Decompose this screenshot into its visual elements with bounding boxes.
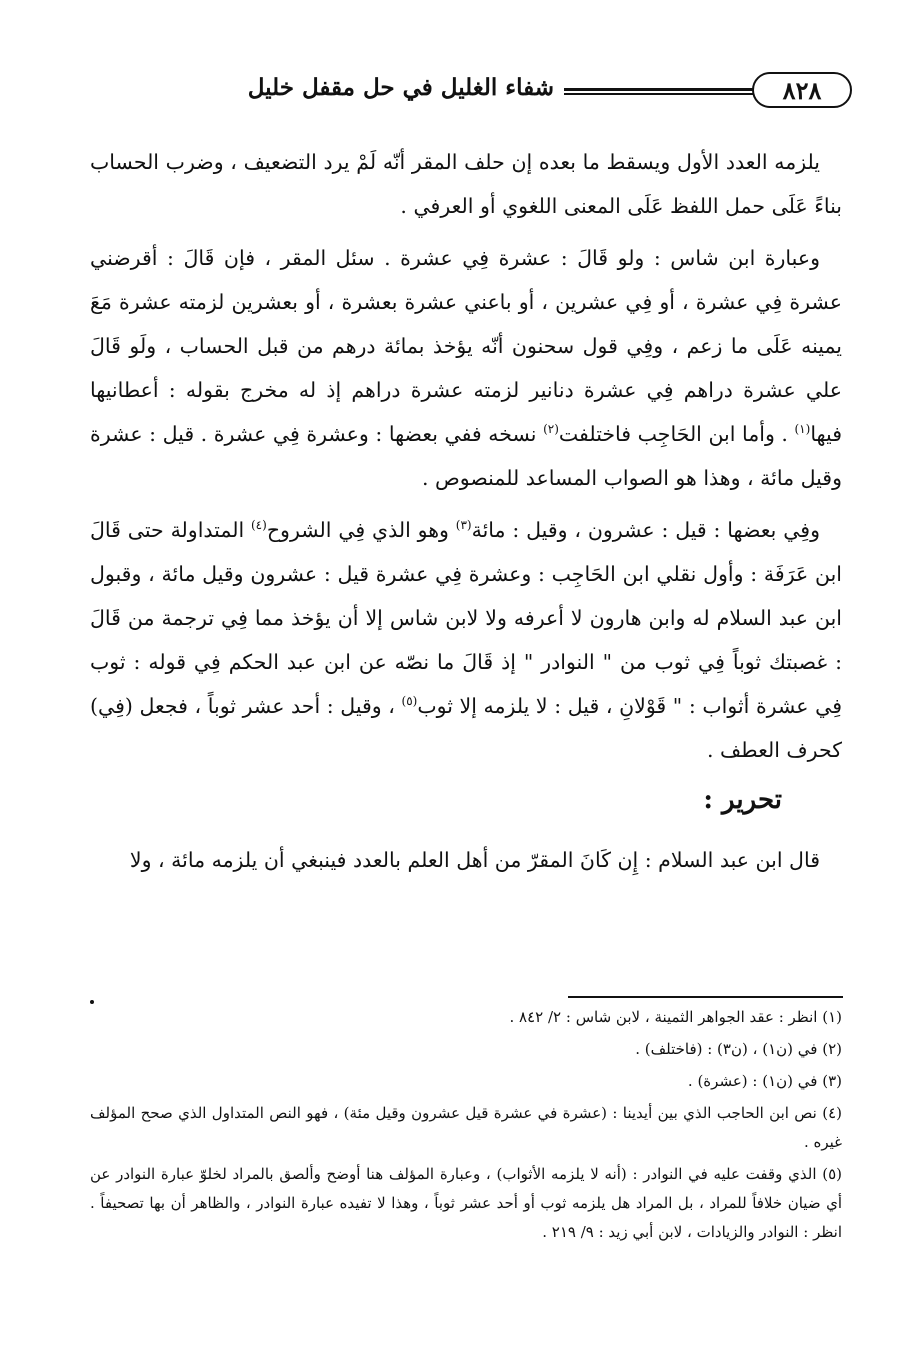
paragraph-3-part-c: المتداولة حتى قَالَ ابن عَرَفَة : وأول نقلي ابن الحَاجِب : وعشرة فِي عشرة قيل : عشرون وقيل مائة ، وقبول ابن عبد السلام له وابن هارون لا أعرفه ولا لابن شاس إلا أن يؤخذ مما فِي ترجمة من قَالَ : غصبتك ثوباً فِي ثوب من " النوادر " إذ قَالَ ما نصّه عن ابن عبد الحكم فِي قوله : ثوب فِي عشرة أثواب : " قَوْلانِ ، قيل : لا يلزمه إلا ثوب <box>90 518 843 718</box>
paragraph-2-part-c: نسخه ففي بعضها : وعشرة فِي عشرة . قيل : عشرة وقيل مائة ، وهذا هو الصواب المساعد للمنصوص . <box>90 422 842 490</box>
page-number: ٨٢٨ <box>782 75 822 105</box>
book-title: شفاء الغليل في حل مقفل خليل <box>247 74 554 101</box>
footnote-ref-2: (٢) <box>543 422 559 437</box>
footnote-ref-5: (٥) <box>401 694 418 709</box>
footnote-1: (١) انظر : عقد الجواهر الثمينة ، لابن شاس : ٢/ ٨٤٢ . <box>509 1008 842 1026</box>
paragraph-2 <box>90 236 842 500</box>
main-text <box>90 140 842 890</box>
footnote-3: (٣) في (ن١) : (عشرة) . <box>687 1072 842 1090</box>
paragraph-2-part-a: وعبارة ابن شاس : ولو قَالَ : عشرة فِي عشرة . سئل المقر ، فإن قَالَ : أقرضني عشرة فِي عشرة ، أو فِي عشرين ، أو باعني عشرة بعشرة ، أو بعشرين لزمته عشرة مَعَ يمينه عَلَى ما زعم ، وفِي قول سحنون أنّه يؤخذ بمائة درهم من قبل الحساب ، ولَو قَالَ علي عشرة دراهم فِي عشرة دنانير لزمته عشرة دراهم إذ له مخرج بقوله : أعطانيها فيها <box>90 246 842 446</box>
footnote-ref-1: (١) <box>794 422 811 437</box>
paragraph-3-part-a: وفِي بعضها : قيل : عشرون ، وقيل : مائة <box>471 518 820 542</box>
footnote-4: (٤) نص ابن الحاجب الذي بين أيدينا : (عشرة في عشرة قيل عشرون وقيل مئة) ، فهو النص المتداول الذي صحح المؤلف غيره . <box>90 1104 842 1151</box>
footnotes <box>90 1003 842 1250</box>
footnote-2: (٢) في (ن١) ، (ن٣) : (فاختلف) . <box>635 1040 842 1058</box>
footnote-separator <box>568 996 843 998</box>
page-header <box>90 72 852 112</box>
section-heading: تحرير : <box>703 785 782 815</box>
paragraph-3-part-d: ، وقيل : أحد عشر ثوباً ، فجعل (فِي) كحرف العطف . <box>90 694 842 762</box>
header-rule <box>564 88 754 95</box>
page-number-badge <box>752 72 852 108</box>
paragraph-3 <box>90 508 842 772</box>
paragraph-3-part-b: وهو الذي فِي الشروح <box>266 518 456 542</box>
paragraph-1: يلزمه العدد الأول ويسقط ما بعده إن حلف المقر أنّه لَمْ يرد التضعيف ، وضرب الحساب بناءً عَلَى حمل اللفظ عَلَى المعنى اللغوي أو العرفي . <box>90 150 842 218</box>
paragraph-2-part-b: . وأما ابن الحَاجِب فاختلفت <box>558 422 795 446</box>
footnote-ref-4: (٤) <box>250 518 267 533</box>
footnote-5: (٥) الذي وقفت عليه في النوادر : (أنه لا يلزمه الأثواب) ، وعبارة المؤلف هنا أوضح وألصق بالمراد لخلوّ عبارة النوادر عن أي ضيان خلافاً للمراد ، بل المراد هل يلزمه ثوب أو أحد عشر ثوباً ، وهذا لا تفيده عبارة النوادر ، والظاهر أن بها تصحيفاً . انظر : النوادر والزيادات ، لابن أبي زيد : ٩/ ٢١٩ . <box>90 1165 842 1241</box>
footnote-ref-3: (٣) <box>455 518 472 533</box>
paragraph-4: قال ابن عبد السلام : إِن كَانَ المقرّ من أهل العلم بالعدد فينبغي أن يلزمه مائة ، ولا <box>129 848 820 872</box>
